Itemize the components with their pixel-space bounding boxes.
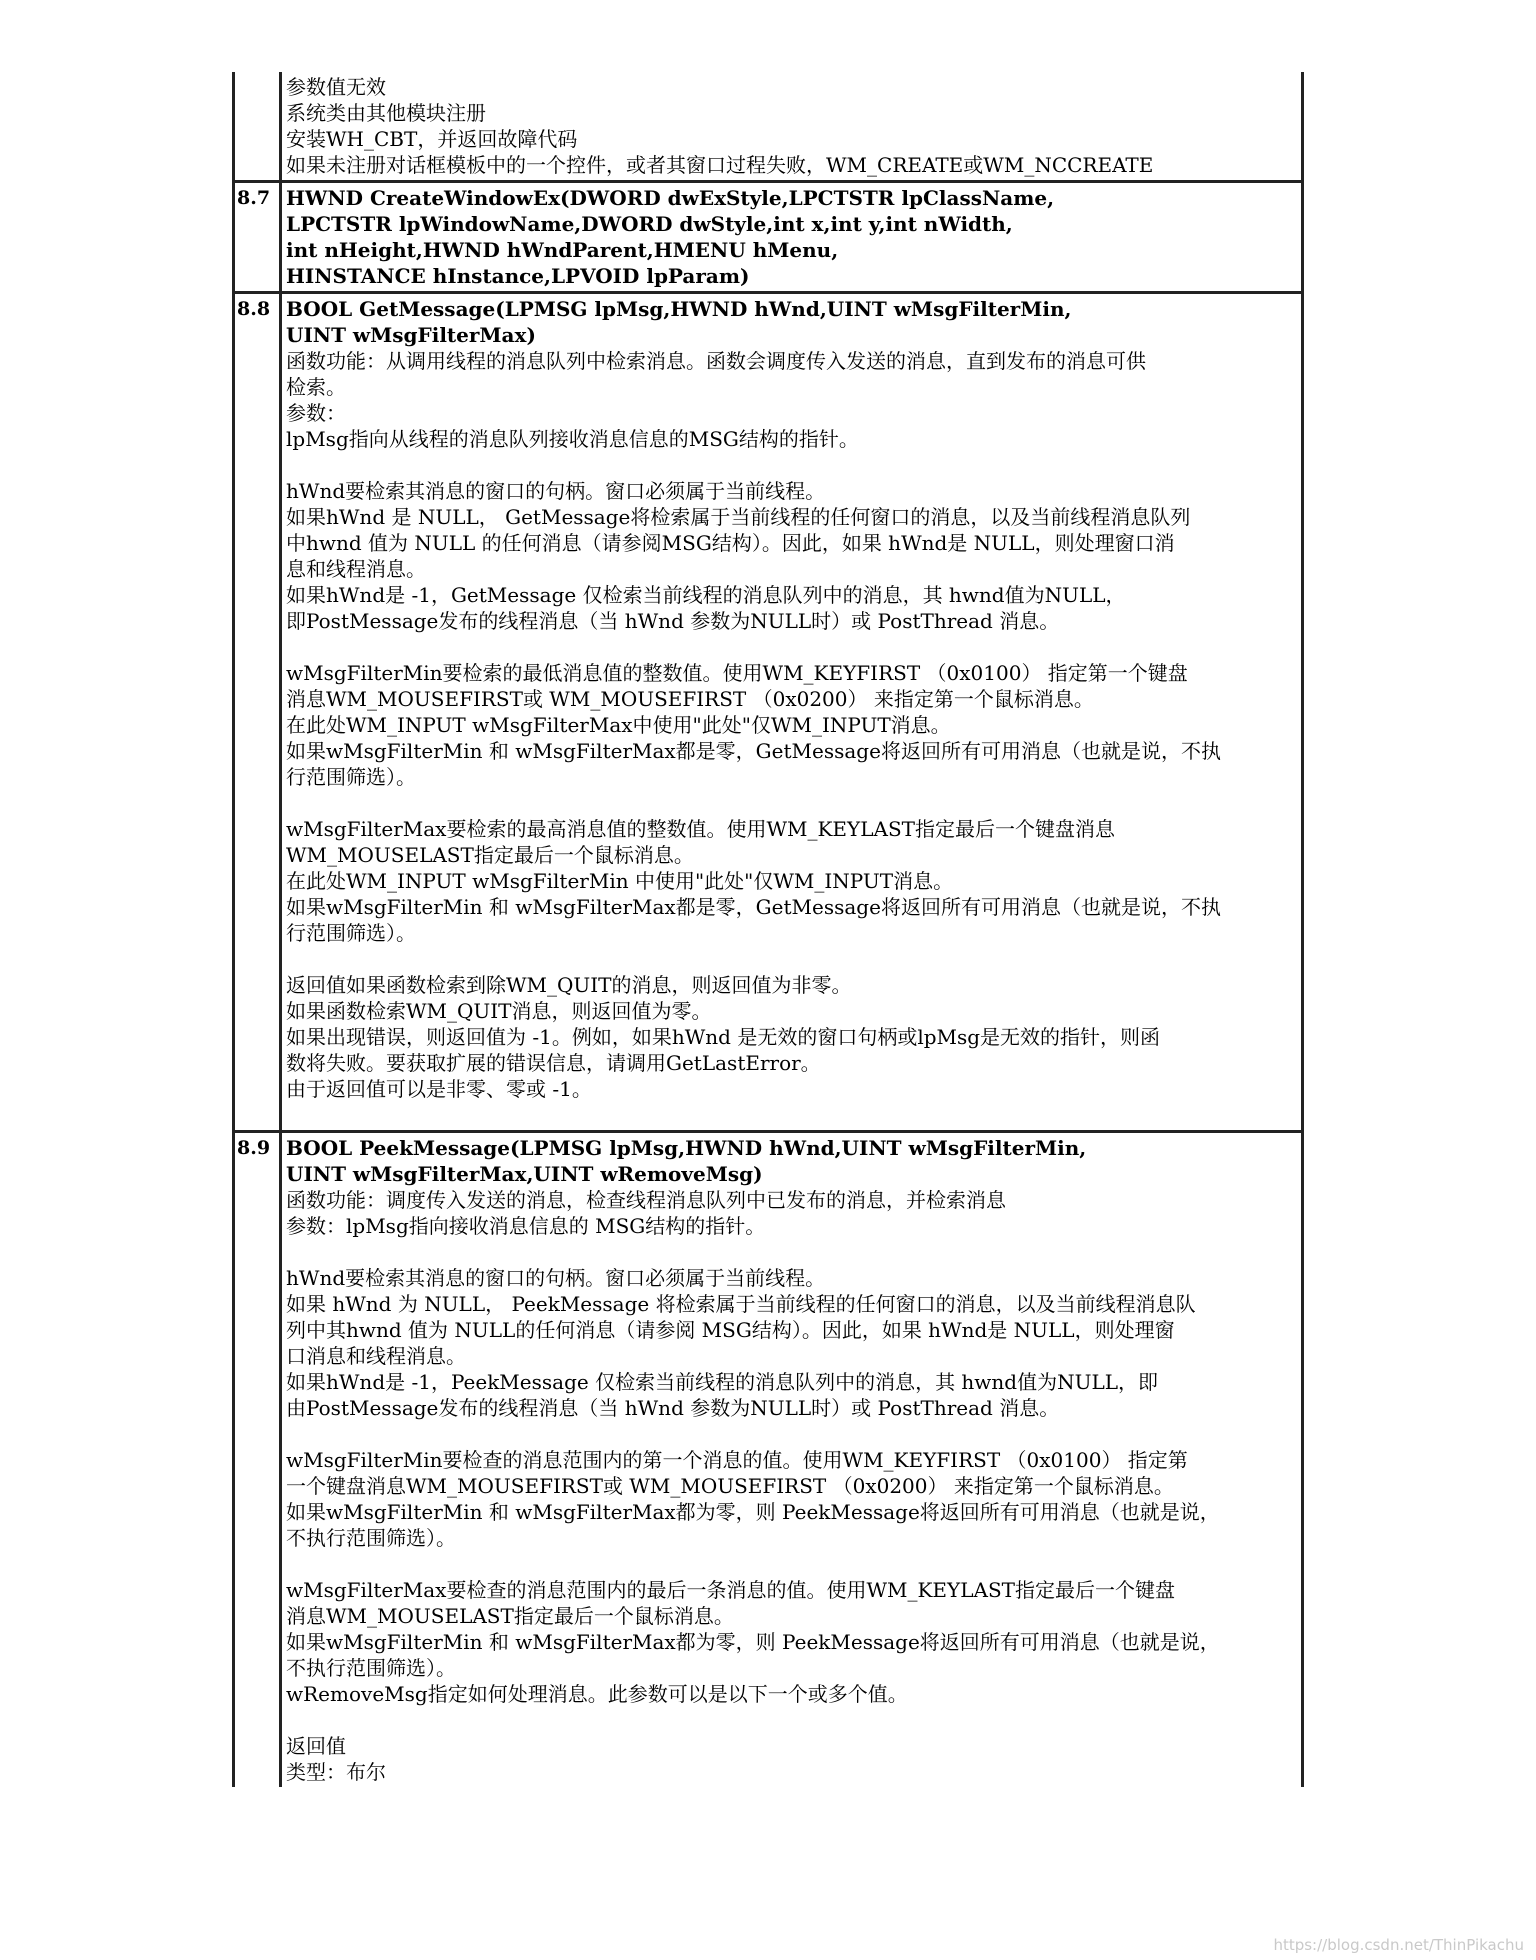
- text-line: 中hwnd 值为 NULL 的任何消息（请参阅MSG结构）。因此，如果 hWnd是 NULL，则处理窗口消: [286, 531, 1175, 555]
- text-line: 返回值: [286, 1734, 346, 1758]
- function-signature-line: int nHeight,HWND hWndParent,HMENU hMenu,: [286, 238, 839, 262]
- function-signature-line: BOOL GetMessage(LPMSG lpMsg,HWND hWnd,UINT wMsgFilterMin,: [286, 297, 1072, 321]
- text-line: 函数功能：调度传入发送的消息，检查线程消息队列中已发布的消息，并检索消息: [286, 1188, 1006, 1212]
- text-line: 行范围筛选）。: [286, 921, 416, 945]
- description-block: [286, 1187, 1297, 1785]
- text-line: wMsgFilterMax要检索的最高消息值的整数值。使用WM_KEYLAST指定最后一个键盘消息: [286, 817, 1115, 841]
- blank-line: [286, 1551, 1297, 1577]
- function-signature-line: HINSTANCE hInstance,LPVOID lpParam): [286, 264, 750, 288]
- row-content: [281, 72, 1303, 182]
- blank-line: [286, 634, 1297, 660]
- row-content: [281, 1132, 1303, 1788]
- text-line: wRemoveMsg指定如何处理消息。此参数可以是以下一个或多个值。: [286, 1682, 908, 1706]
- function-signature-line: UINT wMsgFilterMax,UINT wRemoveMsg): [286, 1162, 763, 1186]
- text-line: 消息WM_MOUSEFIRST或 WM_MOUSEFIRST （0x0200） 来指定第一个鼠标消息。: [286, 687, 1094, 711]
- table-row: [234, 293, 1303, 1132]
- text-line: 在此处WM_INPUT wMsgFilterMin 中使用"此处"仅WM_INPUT消息。: [286, 869, 954, 893]
- text-line: WM_MOUSELAST指定最后一个鼠标消息。: [286, 843, 694, 867]
- text-line: 数将失败。要获取扩展的错误信息，请调用GetLastError。: [286, 1051, 821, 1075]
- text-line: 系统类由其他模块注册: [286, 101, 486, 125]
- text-line: 口消息和线程消息。: [286, 1344, 466, 1368]
- text-line: 行范围筛选）。: [286, 765, 416, 789]
- table-row: [234, 182, 1303, 293]
- text-line: 如果hWnd是 -1，PeekMessage 仅检索当前线程的消息队列中的消息，其 hwnd值为NULL，即: [286, 1370, 1159, 1394]
- text-line: 由PostMessage发布的线程消息（当 hWnd 参数为NULL时）或 PostThread 消息。: [286, 1396, 1060, 1420]
- blank-line: [286, 1707, 1297, 1733]
- table-row: [234, 72, 1303, 182]
- blank-line: [286, 1102, 1297, 1128]
- blank-line: [286, 1421, 1297, 1447]
- text-line: 如果hWnd 是 NULL， GetMessage将检索属于当前线程的任何窗口的消息，以及当前线程消息队列: [286, 505, 1191, 529]
- text-line: 返回值如果函数检索到除WM_QUIT的消息，则返回值为非零。: [286, 973, 852, 997]
- text-line: 列中其hwnd 值为 NULL的任何消息（请参阅 MSG结构）。因此，如果 hWnd是 NULL，则处理窗: [286, 1318, 1175, 1342]
- text-line: 如果wMsgFilterMin 和 wMsgFilterMax都为零，则 PeekMessage将返回所有可用消息（也就是说，: [286, 1500, 1220, 1524]
- text-line: 参数：lpMsg指向接收消息信息的 MSG结构的指针。: [286, 1214, 766, 1238]
- text-line: hWnd要检索其消息的窗口的句柄。窗口必须属于当前线程。: [286, 1266, 826, 1290]
- text-line: 安装WH_CBT，并返回故障代码: [286, 127, 578, 151]
- function-signature-line: HWND CreateWindowEx(DWORD dwExStyle,LPCTSTR lpClassName,: [286, 186, 1055, 210]
- text-line: 如果hWnd是 -1，GetMessage 仅检索当前线程的消息队列中的消息，其 hwnd值为NULL，: [286, 583, 1126, 607]
- text-line: 消息WM_MOUSELAST指定最后一个鼠标消息。: [286, 1604, 734, 1628]
- text-line: 如果wMsgFilterMin 和 wMsgFilterMax都为零，则 PeekMessage将返回所有可用消息（也就是说，: [286, 1630, 1220, 1654]
- text-line: 一个键盘消息WM_MOUSEFIRST或 WM_MOUSEFIRST （0x0200） 来指定第一个鼠标消息。: [286, 1474, 1174, 1498]
- row-number: 8.9: [234, 1132, 281, 1788]
- text-line: 不执行范围筛选）。: [286, 1656, 456, 1680]
- function-signature-line: LPCTSTR lpWindowName,DWORD dwStyle,int x,int y,int nWidth,: [286, 212, 1013, 236]
- text-line: 不执行范围筛选）。: [286, 1526, 456, 1550]
- text-line: wMsgFilterMin要检查的消息范围内的第一个消息的值。使用WM_KEYFIRST （0x0100） 指定第: [286, 1448, 1188, 1472]
- row-number: 8.7: [234, 182, 281, 293]
- row-content: [281, 182, 1303, 293]
- text-line: lpMsg指向从线程的消息队列接收消息信息的MSG结构的指针。: [286, 427, 859, 451]
- text-line: 类型：布尔: [286, 1760, 386, 1784]
- text-line: 如果未注册对话框模板中的一个控件，或者其窗口过程失败，WM_CREATE或WM_NCCREATE: [286, 153, 1154, 177]
- text-line: 息和线程消息。: [286, 557, 426, 581]
- text-line: wMsgFilterMin要检索的最低消息值的整数值。使用WM_KEYFIRST （0x0100） 指定第一个键盘: [286, 661, 1188, 685]
- row-number: 8.8: [234, 293, 281, 1132]
- row-content: [281, 293, 1303, 1132]
- text-line: 检索。: [286, 375, 346, 399]
- text-line: 函数功能：从调用线程的消息队列中检索消息。函数会调度传入发送的消息，直到发布的消息可供: [286, 349, 1146, 373]
- text-line: 如果wMsgFilterMin 和 wMsgFilterMax都是零，GetMessage将返回所有可用消息（也就是说，不执: [286, 895, 1221, 919]
- blank-line: [286, 946, 1297, 972]
- blank-line: [286, 790, 1297, 816]
- watermark: https://blog.csdn.net/ThinPikachu: [1273, 1936, 1524, 1954]
- text-line: 如果 hWnd 为 NULL， PeekMessage 将检索属于当前线程的任何窗口的消息，以及当前线程消息队: [286, 1292, 1196, 1316]
- blank-line: [286, 452, 1297, 478]
- api-reference-table: [232, 72, 1304, 1787]
- text-line: wMsgFilterMax要检查的消息范围内的最后一条消息的值。使用WM_KEYLAST指定最后一个键盘: [286, 1578, 1175, 1602]
- table-row: [234, 1132, 1303, 1788]
- text-line: 如果wMsgFilterMin 和 wMsgFilterMax都是零，GetMessage将返回所有可用消息（也就是说，不执: [286, 739, 1221, 763]
- text-line: 由于返回值可以是非零、零或 -1。: [286, 1077, 592, 1101]
- text-line: 如果出现错误，则返回值为 -1。例如，如果hWnd 是无效的窗口句柄或lpMsg是无效的指针，则函: [286, 1025, 1161, 1049]
- text-line: 即PostMessage发布的线程消息（当 hWnd 参数为NULL时）或 PostThread 消息。: [286, 609, 1060, 633]
- text-line: 如果函数检索WM_QUIT消息，则返回值为零。: [286, 999, 712, 1023]
- blank-line: [286, 1239, 1297, 1265]
- text-line: 在此处WM_INPUT wMsgFilterMax中使用"此处"仅WM_INPUT消息。: [286, 713, 951, 737]
- function-signature-line: UINT wMsgFilterMax): [286, 323, 536, 347]
- text-line: hWnd要检索其消息的窗口的句柄。窗口必须属于当前线程。: [286, 479, 826, 503]
- text-line: 参数值无效: [286, 75, 386, 99]
- text-line: 参数：: [286, 401, 346, 425]
- function-signature-line: BOOL PeekMessage(LPMSG lpMsg,HWND hWnd,UINT wMsgFilterMin,: [286, 1136, 1087, 1160]
- row-number: [234, 72, 281, 182]
- description-block: [286, 348, 1297, 1128]
